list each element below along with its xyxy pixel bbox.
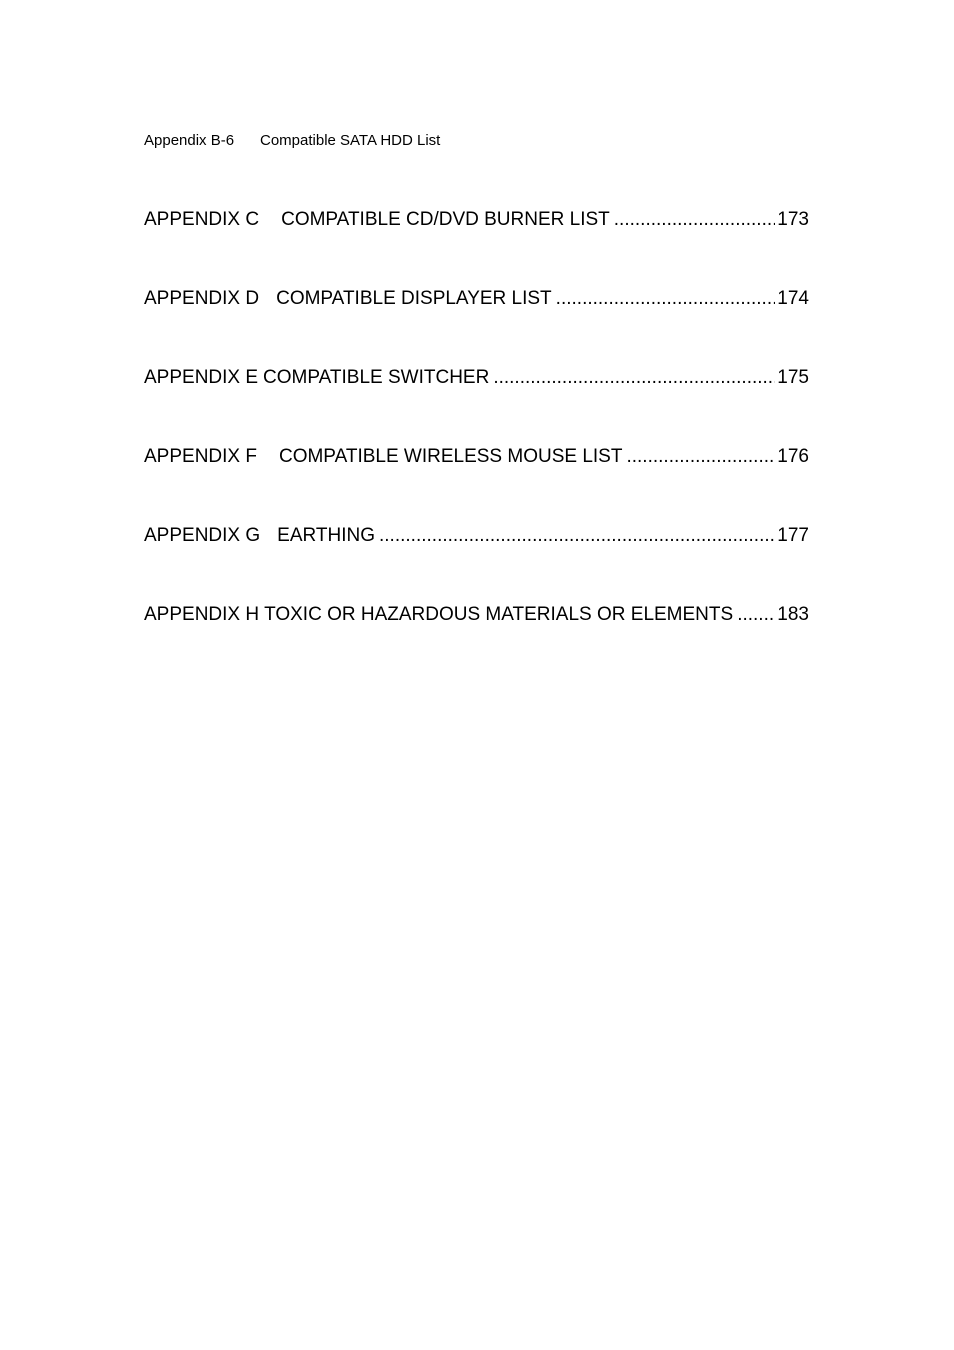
toc-entry-appendix-g[interactable]	[144, 524, 809, 548]
dot-leader	[556, 287, 776, 311]
toc-entry-appendix: APPENDIX D	[144, 288, 260, 309]
toc-entry-label	[144, 208, 610, 232]
toc-entry-page-number: 183	[777, 604, 809, 625]
toc-entry-page-number: 174	[777, 288, 809, 309]
toc-entry-label	[144, 366, 489, 390]
toc-entry-title: COMPATIBLE WIRELESS MOUSE LIST	[278, 446, 623, 467]
toc-entry-appendix-c[interactable]	[144, 208, 809, 232]
dot-leader	[626, 445, 775, 469]
toc-entry-appendix-h[interactable]	[144, 603, 809, 627]
toc-entry-title: COMPATIBLE SWITCHER	[263, 367, 490, 388]
toc-entry-page-number: 177	[777, 525, 809, 546]
toc-entry-label	[144, 603, 733, 627]
toc-entry-appendix-d[interactable]	[144, 287, 809, 311]
dot-leader	[493, 366, 775, 390]
dot-leader	[614, 208, 776, 232]
toc-entry-appendix: APPENDIX G	[144, 525, 261, 546]
toc-entry-page-number: 175	[777, 367, 809, 388]
toc-entry-label	[144, 524, 375, 548]
toc-sub-entry-title: Compatible SATA HDD List	[260, 132, 441, 149]
toc-sub-entry-number: Appendix B-6	[144, 132, 235, 149]
toc-entry-appendix: APPENDIX C	[144, 209, 260, 230]
toc-entry-appendix: APPENDIX F	[144, 446, 257, 467]
toc-entry-appendix-f[interactable]	[144, 445, 809, 469]
toc-sub-entry-b6[interactable]	[144, 131, 440, 151]
dot-leader	[379, 524, 775, 548]
toc-entry-page-number: 176	[777, 446, 809, 467]
toc-entry-title: TOXIC OR HAZARDOUS MATERIALS OR ELEMENTS	[264, 604, 734, 625]
dot-leader	[737, 603, 775, 627]
toc-entry-label	[144, 287, 552, 311]
toc-entry-label	[144, 445, 622, 469]
toc-entry-appendix-e[interactable]	[144, 366, 809, 390]
toc-entry-appendix: APPENDIX H	[144, 604, 260, 625]
toc-entry-title: COMPATIBLE CD/DVD BURNER LIST	[281, 209, 610, 230]
toc-entry-page-number: 173	[777, 209, 809, 230]
toc-entry-appendix: APPENDIX E	[144, 367, 259, 388]
toc-entry-title: EARTHING	[277, 525, 375, 546]
toc-entry-title: COMPATIBLE DISPLAYER LIST	[276, 288, 552, 309]
